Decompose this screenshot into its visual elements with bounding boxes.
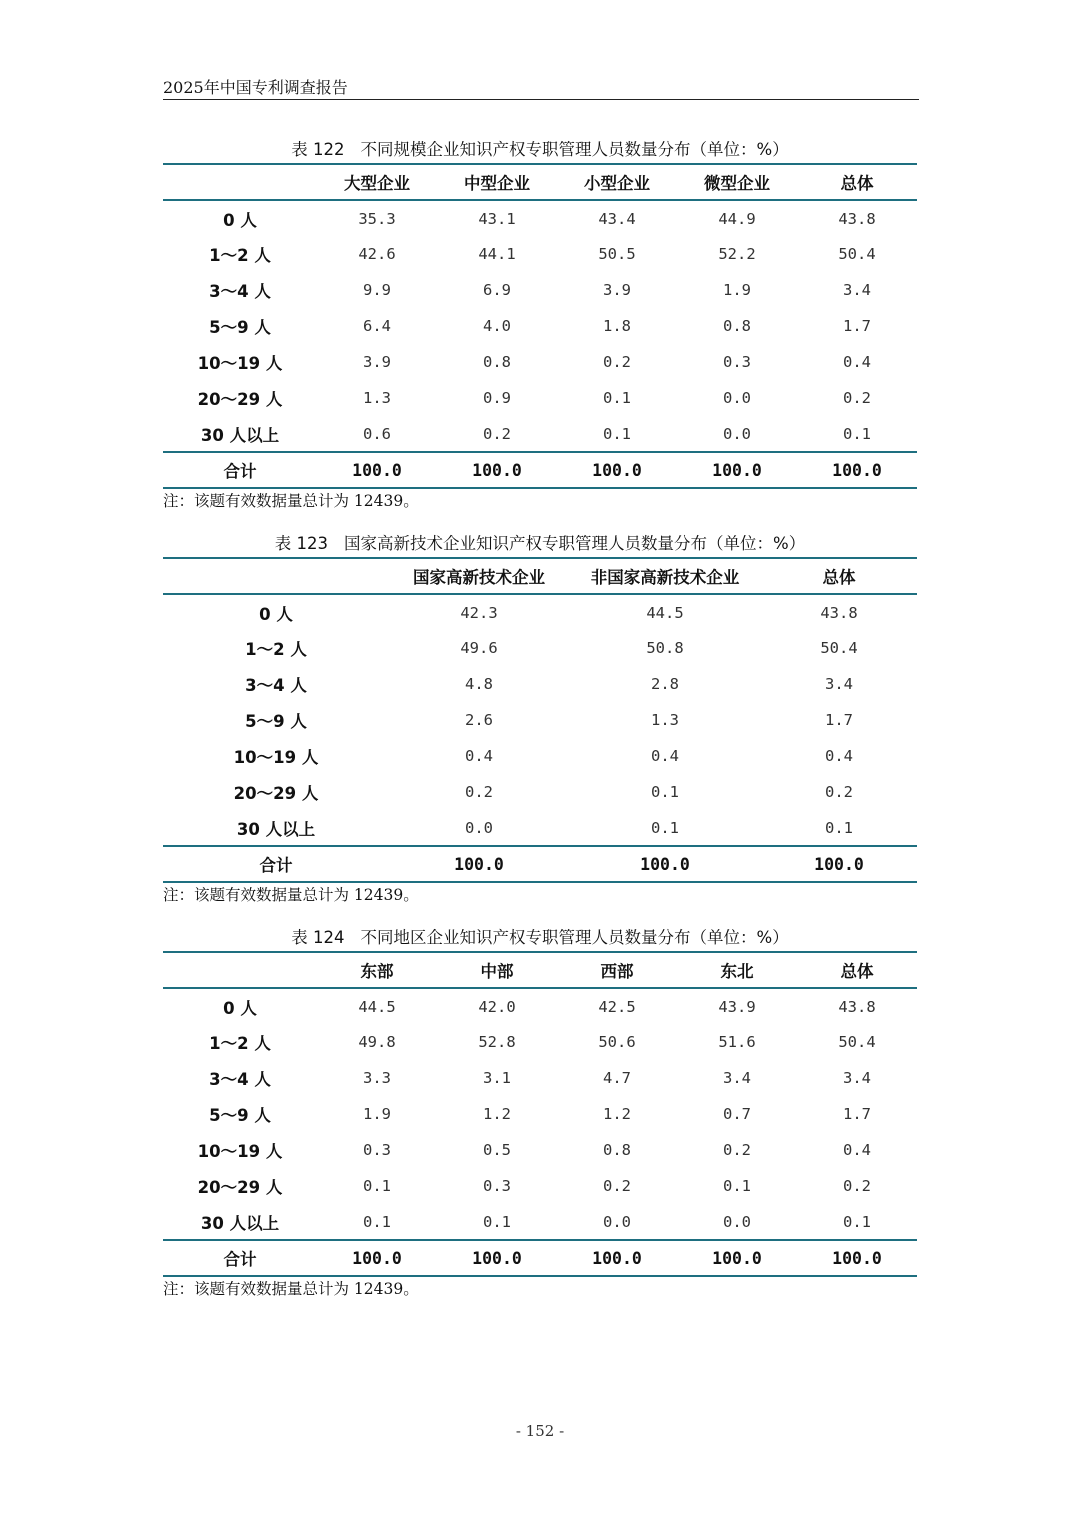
table-row <box>163 702 917 738</box>
row-label: 1～2 人 <box>209 1034 271 1053</box>
data-cell: 0.2 <box>723 1141 751 1159</box>
column-header: 东部 <box>317 952 437 988</box>
table-row <box>163 810 917 846</box>
column-header: 西部 <box>557 952 677 988</box>
total-cell: 100.0 <box>569 846 761 882</box>
data-cell: 0.3 <box>363 1141 391 1159</box>
total-cell: 100.0 <box>761 846 917 882</box>
corner-cell <box>163 952 317 988</box>
data-cell: 0.1 <box>483 1212 511 1231</box>
table-title: 国家高新技术企业知识产权专职管理人员数量分布（单位：%） <box>344 534 806 553</box>
data-cell: 49.8 <box>358 1033 396 1051</box>
row-label: 3～4 人 <box>209 1070 271 1089</box>
table-row <box>163 200 917 236</box>
data-cell: 2.8 <box>651 675 679 693</box>
data-cell: 50.4 <box>838 245 876 263</box>
total-label: 合计 <box>163 1240 317 1276</box>
data-cell: 51.6 <box>718 1033 756 1051</box>
row-label: 5～9 人 <box>245 712 307 731</box>
data-cell: 49.6 <box>460 639 498 657</box>
data-cell: 6.4 <box>363 317 391 335</box>
data-cell: 3.4 <box>843 1069 871 1087</box>
data-cell: 0.0 <box>603 1212 631 1231</box>
data-cell: 43.9 <box>718 997 756 1016</box>
table-row <box>163 1204 917 1240</box>
table-note: 注：该题有效数据量总计为 12439。 <box>163 492 419 510</box>
data-cell: 43.8 <box>820 603 858 622</box>
table-title: 不同地区企业知识产权专职管理人员数量分布（单位：%） <box>360 928 789 947</box>
data-cell: 3.9 <box>363 353 391 371</box>
data-cell: 1.8 <box>603 317 631 335</box>
column-header: 总体 <box>761 558 917 594</box>
data-cell: 0.8 <box>723 317 751 335</box>
total-cell: 100.0 <box>557 1240 677 1276</box>
row-label: 0 人 <box>259 604 293 624</box>
data-cell: 0.2 <box>843 389 871 407</box>
data-cell: 6.9 <box>483 281 511 299</box>
row-label: 5～9 人 <box>209 1106 271 1125</box>
data-cell: 0.2 <box>465 783 493 801</box>
data-cell: 52.8 <box>478 1033 516 1051</box>
data-cell: 0.1 <box>363 1177 391 1195</box>
data-cell: 50.6 <box>598 1033 636 1051</box>
data-cell: 43.8 <box>838 997 876 1016</box>
data-cell: 0.3 <box>483 1177 511 1195</box>
row-label: 10～19 人 <box>197 354 283 373</box>
table-row <box>163 1024 917 1060</box>
data-cell: 0.1 <box>363 1212 391 1231</box>
data-cell: 0.6 <box>363 424 391 443</box>
running-header: 2025年中国专利调查报告 <box>163 78 919 100</box>
table-row <box>163 1168 917 1204</box>
data-cell: 43.1 <box>478 209 516 228</box>
table-row <box>163 594 917 630</box>
row-label: 3～4 人 <box>245 676 307 695</box>
table-123 <box>163 557 917 883</box>
data-cell: 1.2 <box>603 1105 631 1123</box>
data-cell: 50.4 <box>820 639 858 657</box>
data-cell: 0.2 <box>843 1177 871 1195</box>
header-row <box>163 164 917 200</box>
data-cell: 3.4 <box>825 675 853 693</box>
table-number: 表 124 <box>291 928 345 947</box>
data-cell: 0.1 <box>603 424 631 443</box>
total-cell: 100.0 <box>437 1240 557 1276</box>
data-cell: 0.8 <box>603 1141 631 1159</box>
data-cell: 44.5 <box>646 603 684 622</box>
data-cell: 44.1 <box>478 245 516 263</box>
row-label: 20～29 人 <box>233 784 319 803</box>
table-row <box>163 308 917 344</box>
row-label: 30 人以上 <box>236 819 316 839</box>
data-cell: 1.7 <box>843 1105 871 1123</box>
total-cell: 100.0 <box>317 1240 437 1276</box>
total-cell: 100.0 <box>797 452 917 488</box>
data-cell: 0.8 <box>483 353 511 371</box>
table-row <box>163 380 917 416</box>
data-cell: 44.5 <box>358 997 396 1016</box>
data-cell: 1.9 <box>363 1105 391 1123</box>
table-124-caption <box>163 925 917 951</box>
data-cell: 4.7 <box>603 1069 631 1087</box>
table-number: 表 123 <box>274 534 329 553</box>
data-cell: 3.4 <box>843 281 871 299</box>
data-cell: 0.4 <box>465 747 493 765</box>
row-label: 5～9 人 <box>209 318 271 337</box>
table-123-caption <box>163 531 917 557</box>
data-cell: 44.9 <box>718 209 756 228</box>
table-122-block <box>163 137 917 512</box>
data-cell: 0.2 <box>825 783 853 801</box>
data-cell: 0.4 <box>843 1141 871 1159</box>
data-cell: 0.2 <box>603 353 631 371</box>
data-cell: 0.2 <box>483 424 511 443</box>
table-row <box>163 1132 917 1168</box>
table-122 <box>163 163 917 489</box>
data-cell: 2.6 <box>465 711 493 729</box>
total-row <box>163 1240 917 1276</box>
data-cell: 0.0 <box>723 1212 751 1231</box>
table-122-caption <box>163 137 917 163</box>
total-label: 合计 <box>163 452 317 488</box>
total-cell: 100.0 <box>677 452 797 488</box>
data-cell: 0.0 <box>465 818 493 837</box>
corner-cell <box>163 558 389 594</box>
data-cell: 35.3 <box>358 209 396 228</box>
total-row <box>163 846 917 882</box>
data-cell: 50.8 <box>646 639 684 657</box>
table-124 <box>163 951 917 1277</box>
data-cell: 4.8 <box>465 675 493 693</box>
data-cell: 9.9 <box>363 281 391 299</box>
table-124-block <box>163 925 917 1300</box>
data-cell: 0.4 <box>843 353 871 371</box>
data-cell: 1.7 <box>825 711 853 729</box>
data-cell: 0.1 <box>825 818 853 837</box>
column-header: 小型企业 <box>557 164 677 200</box>
data-cell: 0.1 <box>651 783 679 801</box>
data-cell: 42.3 <box>460 603 498 622</box>
table-row <box>163 236 917 272</box>
data-cell: 0.7 <box>723 1105 751 1123</box>
column-header: 东北 <box>677 952 797 988</box>
table-title: 不同规模企业知识产权专职管理人员数量分布（单位：%） <box>360 140 789 159</box>
column-header: 中型企业 <box>437 164 557 200</box>
row-label: 0 人 <box>223 998 257 1018</box>
column-header: 非国家高新技术企业 <box>569 558 761 594</box>
data-cell: 1.3 <box>363 389 391 407</box>
page-number: - 152 - <box>515 1422 565 1440</box>
data-cell: 43.4 <box>598 209 636 228</box>
data-cell: 42.5 <box>598 997 636 1016</box>
table-row <box>163 1096 917 1132</box>
table-row <box>163 416 917 452</box>
data-cell: 0.4 <box>651 747 679 765</box>
column-header: 微型企业 <box>677 164 797 200</box>
data-cell: 3.3 <box>363 1069 391 1087</box>
column-header: 中部 <box>437 952 557 988</box>
row-label: 20～29 人 <box>197 390 283 409</box>
data-cell: 50.5 <box>598 245 636 263</box>
table-row <box>163 774 917 810</box>
row-label: 3～4 人 <box>209 282 271 301</box>
total-cell: 100.0 <box>317 452 437 488</box>
data-cell: 52.2 <box>718 245 756 263</box>
column-header: 大型企业 <box>317 164 437 200</box>
column-header: 总体 <box>797 952 917 988</box>
table-note: 注：该题有效数据量总计为 12439。 <box>163 886 419 904</box>
table-row <box>163 1060 917 1096</box>
data-cell: 0.2 <box>603 1177 631 1195</box>
data-cell: 42.6 <box>358 245 396 263</box>
table-123-block <box>163 531 917 906</box>
total-row <box>163 452 917 488</box>
data-cell: 0.3 <box>723 353 751 371</box>
corner-cell <box>163 164 317 200</box>
total-cell: 100.0 <box>797 1240 917 1276</box>
header-row <box>163 952 917 988</box>
data-cell: 1.2 <box>483 1105 511 1123</box>
column-header: 总体 <box>797 164 917 200</box>
row-label: 0 人 <box>223 210 257 230</box>
data-cell: 50.4 <box>838 1033 876 1051</box>
row-label: 10～19 人 <box>197 1142 283 1161</box>
table-row <box>163 666 917 702</box>
data-cell: 3.4 <box>723 1069 751 1087</box>
data-cell: 0.5 <box>483 1141 511 1159</box>
table-row <box>163 630 917 666</box>
data-cell: 0.1 <box>723 1177 751 1195</box>
data-cell: 42.0 <box>478 997 516 1016</box>
data-cell: 0.0 <box>723 389 751 407</box>
column-header: 国家高新技术企业 <box>389 558 569 594</box>
total-cell: 100.0 <box>677 1240 797 1276</box>
data-cell: 1.3 <box>651 711 679 729</box>
data-cell: 43.8 <box>838 209 876 228</box>
table-row <box>163 272 917 308</box>
total-cell: 100.0 <box>437 452 557 488</box>
row-label: 20～29 人 <box>197 1178 283 1197</box>
table-row <box>163 344 917 380</box>
row-label: 10～19 人 <box>233 748 319 767</box>
total-cell: 100.0 <box>557 452 677 488</box>
header-row <box>163 558 917 594</box>
row-label: 1～2 人 <box>245 640 307 659</box>
data-cell: 1.9 <box>723 281 751 299</box>
data-cell: 0.1 <box>843 1212 871 1231</box>
data-cell: 0.1 <box>843 424 871 443</box>
data-cell: 0.9 <box>483 389 511 407</box>
total-cell: 100.0 <box>389 846 569 882</box>
row-label: 1～2 人 <box>209 246 271 265</box>
table-number: 表 122 <box>291 140 345 159</box>
data-cell: 4.0 <box>483 317 511 335</box>
data-cell: 0.1 <box>603 389 631 407</box>
data-cell: 0.0 <box>723 424 751 443</box>
row-label: 30 人以上 <box>200 425 280 445</box>
data-cell: 0.4 <box>825 747 853 765</box>
data-cell: 3.1 <box>483 1069 511 1087</box>
table-row <box>163 738 917 774</box>
data-cell: 0.1 <box>651 818 679 837</box>
total-label: 合计 <box>163 846 389 882</box>
row-label: 30 人以上 <box>200 1213 280 1233</box>
table-note: 注：该题有效数据量总计为 12439。 <box>163 1280 419 1298</box>
table-row <box>163 988 917 1024</box>
data-cell: 1.7 <box>843 317 871 335</box>
data-cell: 3.9 <box>603 281 631 299</box>
